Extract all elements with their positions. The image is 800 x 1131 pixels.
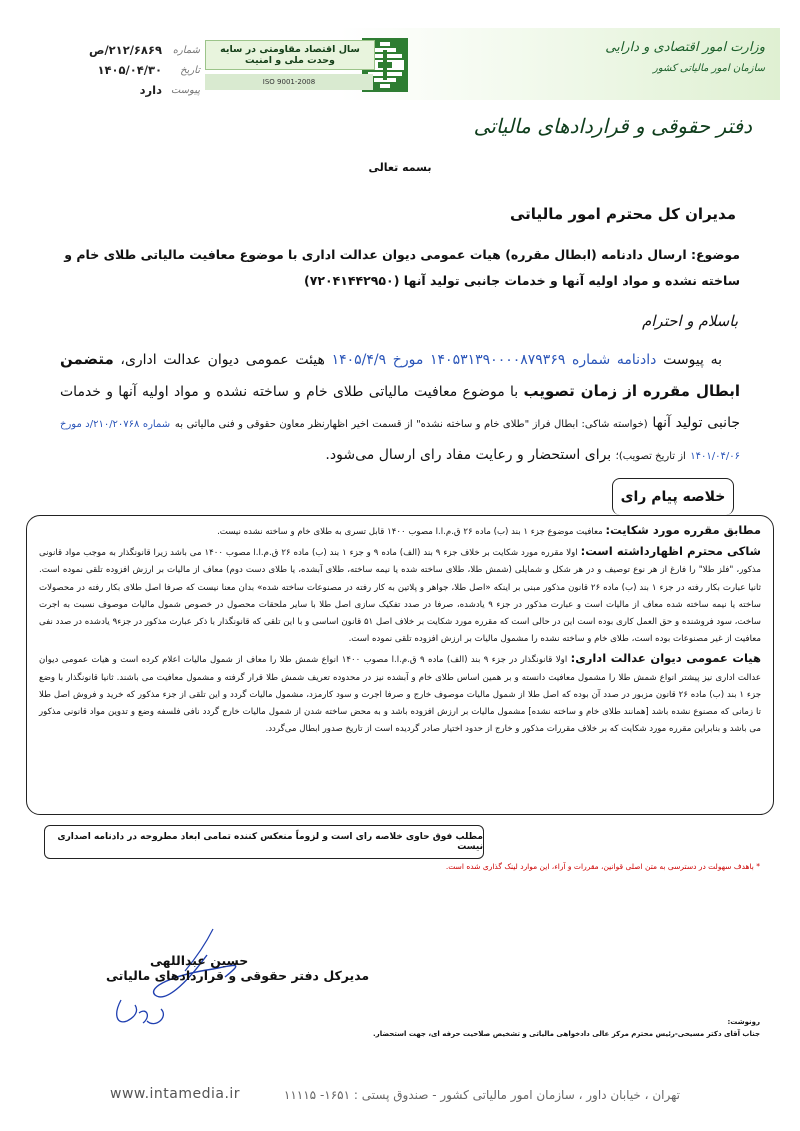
cc-text: جناب آقای دکتر مسیحی-رئیس محترم مرکز عالی دادخواهی مالیاتی و تشخیص صلاحیت حرفه ای، جهت استحضار. (373, 1030, 760, 1038)
meta-attachment-row (50, 80, 200, 100)
summary-text-3: اولا قانونگذار در جزء ۹ بند (الف) ماده ۹ ق.م.ا.ا مصوب ۱۴۰۰ انواع شمش طلا را معاف از شمول مالیات اعلام کرده است و هیات عمومی دیوان عدالت اداری نیز پیشتر انواع شمش طلا را مشمول معافیت دانسته و بر همین اساس طلای خام و آبشده نیز در محدوده تعریف شمش طلا قرار گرفته و مشمول معافیت می باشند. ثانیا قانونگذار با وضع جزء ۱ بند (ب) ماده ۲۶ قانون مزبور در صدد آن بوده که اصل طلا از شمول مالیات موصوف خارج و صرفا اجرت و سود کارمزد، مشمول مالیات گردد و این تلقی از جزء مذکور که خرید و فروش اصل طلا تا زمانی که مصنوع نشده باشد [همانند طلای خام و ساخته نشده] مشمول مالیات بر ارزش افزوده باشد و به محض ساخته شدن از شمول مالیات خارج گردد نافی فلسفه وضع و تدوین مواد قانونی مذکور می باشد و بنابراین مقرره مورد شکایت که بر خلاف مقررات مذکور و خارج از حدود اختیار صادر گردیده است از تاریخ صدور ابطال می‌گردد. (39, 655, 762, 735)
summary-heading-2: شاکی محترم اظهارداشته است: (580, 544, 761, 559)
recipient: مدیران کل محترم امور مالیاتی (510, 205, 736, 223)
body-text-2: هیئت عمومی دیوان عدالت اداری، (120, 352, 325, 368)
meta-number-row (50, 40, 200, 60)
ministry-logo-text (515, 40, 765, 74)
number-label: شماره (172, 44, 200, 56)
footer-address: تهران ، خیابان داور ، سازمان امور مالیاتی کشور - صندوق پستی : ۱۶۵۱- ۱۱۱۱۵ (283, 1088, 680, 1102)
meta-date-row (50, 60, 200, 80)
summary-tab-title: خلاصه پیام رای (612, 478, 734, 515)
subject-label: موضوع: (690, 247, 740, 262)
subject-text: ارسال دادنامه (ابطال مقرره) هیات عمومی دیوان عدالت اداری با موضوع معافیت مالیاتی طلای خام و ساخته نشده و مواد اولیه آنها و خدمات جانبی تولید آنها (۷۲۰۴۱۴۴۲۹۵۰) (64, 247, 740, 288)
summary-text-1: معافیت موضوع جزء ۱ بند (ب) ماده ۲۶ ق.م.ا.ا مصوب ۱۴۰۰ قابل تسری به طلای خام و ساخته نشده نیست. (217, 527, 603, 537)
signer-name: حسین عبداللهی (150, 953, 249, 968)
summary-heading-1: مطابق مقرره مورد شکایت: (605, 523, 761, 537)
attachment-value: دارد (139, 83, 162, 97)
basmala: بسمه تعالی (368, 161, 432, 174)
date-label: تاریخ (180, 64, 200, 76)
greeting: باسلام و احترام (641, 312, 738, 330)
cc-label: رونوشت: (727, 1018, 760, 1026)
body-small-2: از تاریخ تصویب)؛ (615, 451, 686, 462)
footer-website-link[interactable]: www.intamedia.ir (110, 1086, 241, 1102)
office-title: دفتر حقوقی و قراردادهای مالیاتی (473, 114, 752, 138)
body-text-3: با موضوع معافیت مالیاتی طلای خام و ساخته نشده و مواد اولیه آنها و خدمات جانبی تولید آنها (60, 384, 740, 431)
link-disclaimer: * باهدف سهولت در دسترسی به متن اصلی قوانین، مقررات و آراء، این موارد لینک گذاری شده است. (445, 862, 760, 871)
ministry-name: وزارت امور اقتصادی و دارایی (605, 40, 765, 55)
summary-paragraph-3 (39, 650, 761, 738)
body-small-1: (خواسته شاکی: ابطال فراز "طلای خام و ساخته نشده" از قسمت اخیر اظهارنظر معاون حقوقی و فنی مالیاتی به (174, 419, 648, 430)
summary-text-2: اولا مقرره مورد شکایت بر خلاف جزء ۹ بند (الف) ماده ۹ و جزء ۱ بند (ب) ماده ۲۶ ق.م.ا.ا مصوب ۱۴۰۰ می باشد زیرا قانونگذار به موجب مواد قانونی مذکور، "فلز طلا" را فارغ از هر نوع توصیف و در هر شکل و شمایلی (شمش طلا، طلای ساخته شده یا نیمه ساخته، طلای آبشده، یا طلای دست دوم) معاف از مالیات بر ارزش افزوده تلقی نموده است. ثانیا عبارت بکار رفته در جزء ۱ بند (ب) ماده ۲۶ قانون مذکور مبنی بر اینکه «اصل طلا، جواهر و پلاتین به کار رفته در مصنوعات ساخته شده» بدان معنا نیست که صرفا اصل طلای بکار رفته در محصولات ساخته یا نیمه ساخته شده معاف از مالیات است و عبارت مذکور در جزء ۹ یادشده، صرفا در صدد تفکیک سازی اصل طلا با سایر ملحقات محصول در خصوص شمول مالیات موصوف نسبت به اجرت ساخت، سود فروشنده و حق العمل کاری بوده است این در حالی است که مقرره مورد شکایت بر خلاف اصل ۵۱ قانون اساسی و با این تلقی که قانونگذار با ذکر عبارت مذکور در جزء۹ یادشده در صدد نفی معافیت از غیر مصنوعات بوده است، طلای خام و ساخته نشده را مشمول مالیات بر ارزش افزوده تلقی نموده است. (39, 548, 761, 645)
organization-name: سازمان امور مالیاتی کشور (653, 63, 765, 74)
signer-title: مدیرکل دفتر حقوقی و قراردادهای مالیاتی (106, 968, 370, 983)
ruling-link[interactable]: دادنامه شماره ۱۴۰۵۳۱۳۹۰۰۰۰۸۷۹۳۶۹ مورخ ۱۴۰۵/۴/۹ (331, 352, 657, 368)
body-text-4: برای استحضار و رعایت مفاد رای ارسال می‌شود. (325, 447, 612, 463)
letter-date: ۱۴۰۵/۰۴/۳۰ (97, 63, 162, 77)
subject (60, 242, 740, 294)
opinion-link[interactable]: شماره ۲۱۰/۲۰۷۶۸/د مورخ ۱۴۰۱/۰۴/۰۶ (60, 419, 740, 462)
slogan-banner: سال اقتصاد مقاومتی در سایه وحدت ملی و امنیت (205, 40, 375, 70)
letter-meta (50, 40, 200, 100)
body-emphasis: متضمن ابطال مقرره از زمان تصویب (60, 350, 741, 400)
attachment-label: پیوست (170, 84, 200, 96)
letter-number: ۲۱۲/۶۸۶۹/ص (88, 43, 162, 57)
iso-label: ISO 9001-2008 (205, 74, 373, 90)
summary-paragraph-2 (39, 543, 761, 648)
body-text-1: به پیوست (663, 352, 722, 368)
letter-body (60, 344, 740, 472)
summary-paragraph-1 (39, 522, 761, 541)
summary-note: مطلب فوق حاوی خلاصه رای است و لزوماً منعکس کننده تمامی ابعاد مطروحه در دادنامه اصداری نیست (44, 825, 484, 859)
summary-box (26, 515, 774, 815)
summary-heading-3: هیات عمومی دیوان عدالت اداری: (570, 651, 761, 666)
